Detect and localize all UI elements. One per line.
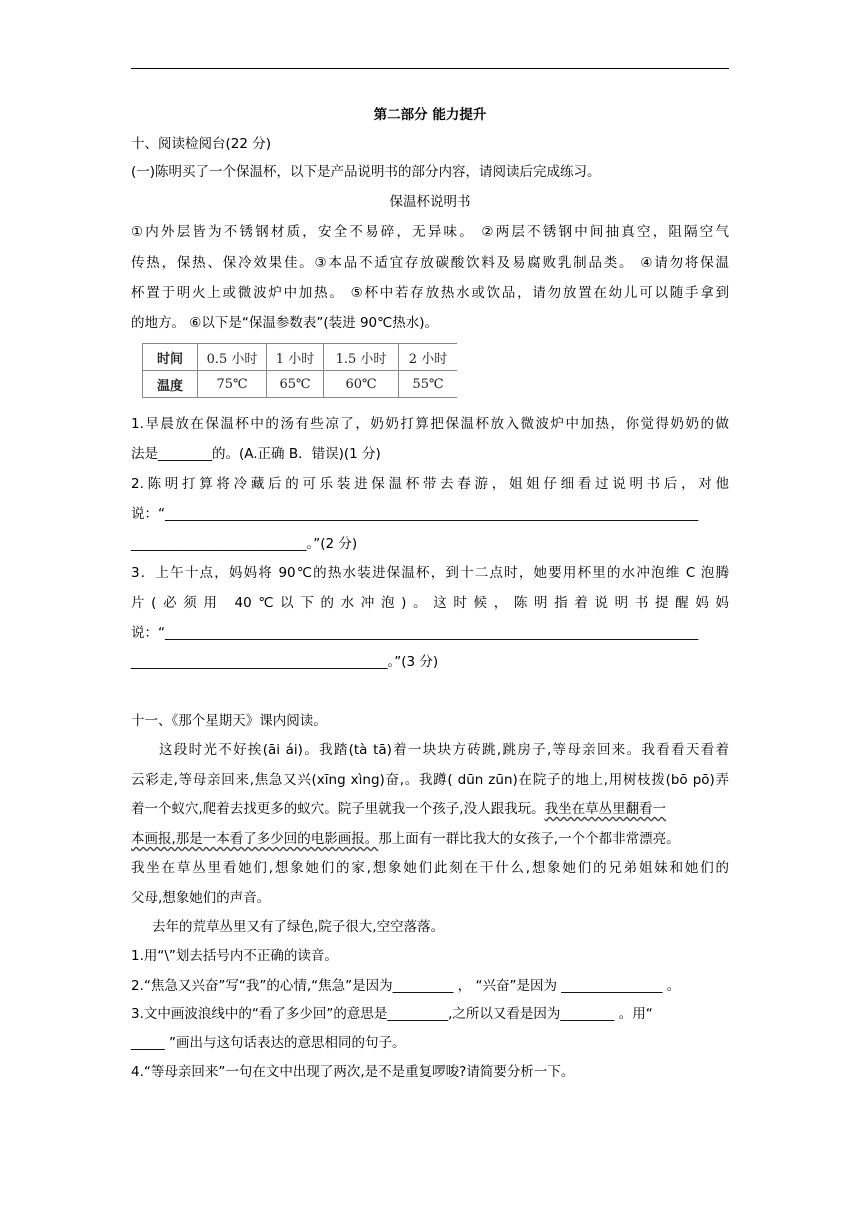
table-cell: 60℃ bbox=[324, 371, 399, 398]
answer-line: 说：“_______________________________________________________________________________ bbox=[131, 506, 699, 522]
passage-line bbox=[131, 829, 680, 849]
question-line: 4.“等母亲回来”一句在文中出现了两次,是不是重复啰唆?请简要分析一下。 bbox=[131, 1064, 575, 1080]
question-line: 1.早晨放在保温杯中的汤有些凉了，奶奶打算把保温杯放入微波炉中加热，你觉得奶奶的做 bbox=[131, 416, 729, 432]
insulation-parameter-table bbox=[142, 343, 457, 398]
question-line: 2.“焦急又兴奋”写“我”的心情,“焦急”是因为_________ ， “兴奋”是因为 _______________ 。 bbox=[131, 978, 681, 994]
passage-line: 云彩走,等母亲回来,焦急又兴(xīng xìng)奋,。我蹲( dūn zūn)在院子的地上,用树枝拨(bō pō)弄 bbox=[131, 772, 729, 788]
table-cell: 0.5 小时 bbox=[198, 344, 267, 371]
passage-line: 这段时光不好挨(āi ái)。我踏(tà tā)着一块块方砖跳,跳房子,等母亲回来。我看看天看着 bbox=[159, 742, 729, 758]
answer-line: 说：“_______________________________________________________________________________ bbox=[131, 625, 699, 641]
wavy-underlined-text: 本画报,那是一本看了多少回的电影画报。 bbox=[131, 831, 379, 847]
manual-line: ①内外层皆为不锈钢材质，安全不易碎，无异味。 ②两层不锈钢中间抽真空，阻隔空气 bbox=[131, 224, 729, 240]
passage-line: 去年的荒草丛里又有了绿色,院子很大,空空落落。 bbox=[152, 919, 445, 935]
section10-heading: 十、阅读检阅台(22 分) bbox=[131, 136, 272, 152]
question-line: 3．上午十点，妈妈将 90℃的热水装进保温杯，到十二点时，她要用杯里的水冲泡维 C 泡腾 bbox=[131, 565, 729, 581]
answer-line: __________________________。”(2 分) bbox=[131, 536, 358, 552]
manual-line: 的地方。 ⑥以下是“保温参数表”(装进 90℃热水)。 bbox=[131, 315, 439, 331]
table-row-label: 温度 bbox=[143, 371, 198, 398]
table-cell: 55℃ bbox=[399, 371, 458, 398]
answer-line: ______________________________________。”(3 分) bbox=[131, 654, 439, 670]
table-cell: 2 小时 bbox=[399, 344, 458, 371]
table-row bbox=[143, 371, 458, 398]
section10-intro: (一)陈明买了一个保温杯，以下是产品说明书的部分内容，请阅读后完成练习。 bbox=[131, 164, 601, 180]
table-cell: 1 小时 bbox=[267, 344, 324, 371]
question-line: 片(必须用 40℃以下的水冲泡)。这时候，陈明指着说明书提醒妈妈 bbox=[131, 595, 729, 611]
table-cell: 65℃ bbox=[267, 371, 324, 398]
table-cell: 1.5 小时 bbox=[324, 344, 399, 371]
table-row-label: 时间 bbox=[143, 344, 198, 371]
table-row bbox=[143, 344, 458, 371]
section11-heading: 十一、《那个星期天》课内阅读。 bbox=[131, 713, 327, 729]
passage-line: 我坐在草丛里看她们,想象她们的家,想象她们此刻在干什么,想象她们的兄弟姐妹和她们的 bbox=[131, 860, 729, 876]
wavy-underlined-text: 我坐在草丛里翻看一 bbox=[544, 801, 667, 817]
part-title: 第二部分 能力提升 bbox=[373, 107, 487, 123]
table-cell: 75℃ bbox=[198, 371, 267, 398]
manual-title: 保温杯说明书 bbox=[389, 194, 471, 210]
passage-text: 着一个蚁穴,爬着去找更多的蚁穴。院子里就我一个孩子,没人跟我玩。 bbox=[131, 801, 545, 817]
passage-line bbox=[131, 799, 666, 819]
header-rule bbox=[131, 68, 729, 69]
question-line: 1.用“\”划去括号内不正确的读音。 bbox=[131, 948, 338, 964]
question-line: 3.文中画波浪线中的“看了多少回”的意思是_________,之所以又看是因为________ 。用“ bbox=[131, 1006, 653, 1022]
manual-line: 传热，保热、保冷效果佳。③本品不适宜存放碳酸饮料及易腐败乳制品类。 ④请勿将保温 bbox=[131, 255, 729, 271]
question-line: 法是________的。(A.正确 B．错误)(1 分) bbox=[131, 446, 381, 462]
passage-line: 父母,想象她们的声音。 bbox=[131, 890, 271, 906]
question-line: 2.陈明打算将冷藏后的可乐装进保温杯带去春游，姐姐仔细看过说明书后，对他 bbox=[131, 476, 729, 492]
manual-line: 杯置于明火上或微波炉中加热。 ⑤杯中若存放热水或饮品，请勿放置在幼儿可以随手拿到 bbox=[131, 285, 729, 301]
passage-text: 那上面有一群比我大的女孩子,一个个都非常漂亮。 bbox=[378, 831, 680, 847]
question-line: _____ ”画出与这句话表达的意思相同的句子。 bbox=[131, 1035, 406, 1051]
